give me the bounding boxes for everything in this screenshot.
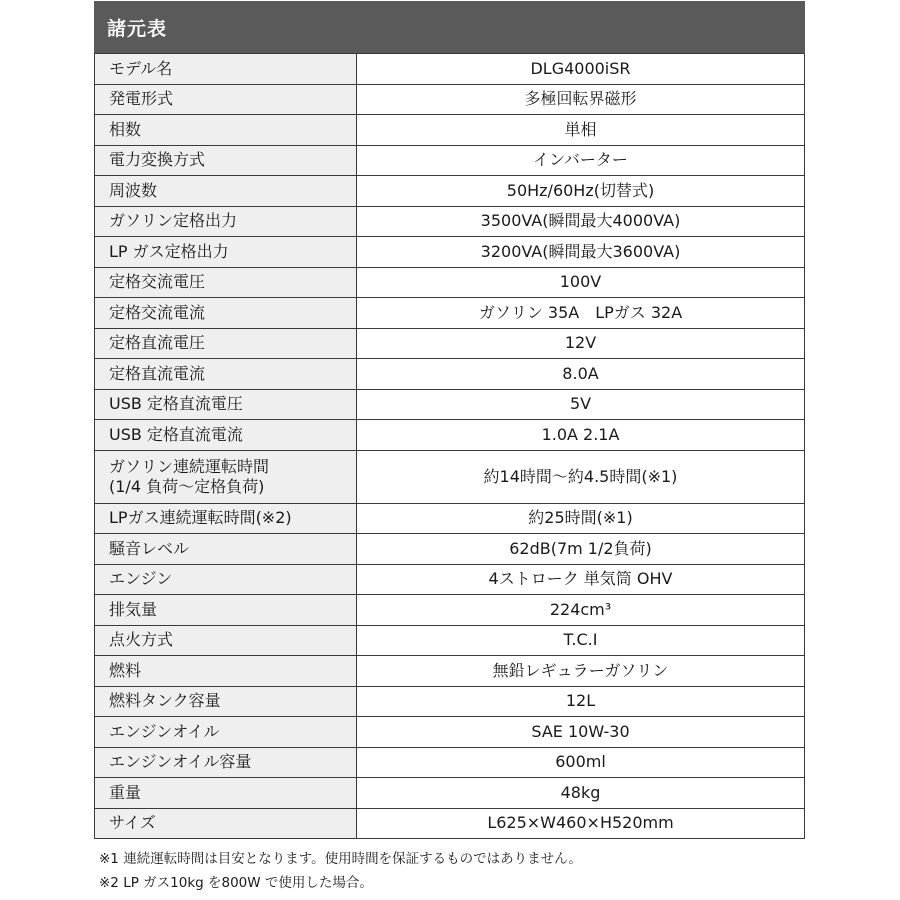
spec-row	[95, 206, 805, 237]
spec-row	[95, 686, 805, 717]
spec-label: USB 定格直流電圧	[95, 389, 357, 420]
spec-label: 定格交流電圧	[95, 267, 357, 298]
spec-value: SAE 10W-30	[357, 717, 805, 748]
spec-row	[95, 298, 805, 329]
spec-label: 定格直流電流	[95, 359, 357, 390]
spec-label: ガソリン連続運転時間 (1/4 負荷～定格負荷)	[95, 450, 357, 503]
spec-value: 3500VA(瞬間最大4000VA)	[357, 206, 805, 237]
spec-row	[95, 389, 805, 420]
spec-row	[95, 564, 805, 595]
spec-value: 50Hz/60Hz(切替式)	[357, 176, 805, 207]
spec-row	[95, 359, 805, 390]
spec-label: USB 定格直流電流	[95, 420, 357, 451]
spec-value: 100V	[357, 267, 805, 298]
spec-value: T.C.I	[357, 625, 805, 656]
footnotes	[99, 847, 819, 895]
spec-row	[95, 450, 805, 503]
spec-table	[94, 53, 805, 839]
spec-row	[95, 717, 805, 748]
spec-label: サイズ	[95, 808, 357, 839]
spec-row	[95, 747, 805, 778]
spec-row	[95, 808, 805, 839]
spec-label: 発電形式	[95, 84, 357, 115]
spec-label: 燃料タンク容量	[95, 686, 357, 717]
footnote-1: ※1 連続運転時間は目安となります。使用時間を保証するものではありません。	[99, 851, 582, 867]
spec-row	[95, 328, 805, 359]
spec-value: L625×W460×H520mm	[357, 808, 805, 839]
spec-value: 8.0A	[357, 359, 805, 390]
spec-value: ガソリン 35A LPガス 32A	[357, 298, 805, 329]
spec-row	[95, 176, 805, 207]
spec-row	[95, 503, 805, 534]
spec-label: モデル名	[95, 54, 357, 85]
spec-row	[95, 778, 805, 809]
spec-row	[95, 54, 805, 85]
footnote-2: ※2 LP ガス10kg を800W で使用した場合。	[99, 875, 373, 891]
spec-row	[95, 267, 805, 298]
spec-value: 12L	[357, 686, 805, 717]
spec-label: 相数	[95, 115, 357, 146]
spec-value: インバーター	[357, 145, 805, 176]
spec-row	[95, 595, 805, 626]
spec-row	[95, 115, 805, 146]
spec-table-body	[95, 54, 805, 839]
spec-value: DLG4000iSR	[357, 54, 805, 85]
spec-label: 排気量	[95, 595, 357, 626]
spec-row	[95, 625, 805, 656]
spec-row	[95, 237, 805, 268]
spec-value: 約25時間(※1)	[357, 503, 805, 534]
spec-label: 燃料	[95, 656, 357, 687]
spec-value: 5V	[357, 389, 805, 420]
spec-label: LPガス連続運転時間(※2)	[95, 503, 357, 534]
spec-label: エンジンオイル	[95, 717, 357, 748]
spec-label: 騒音レベル	[95, 534, 357, 565]
spec-value: 48kg	[357, 778, 805, 809]
spec-value: 3200VA(瞬間最大3600VA)	[357, 237, 805, 268]
spec-label: 点火方式	[95, 625, 357, 656]
spec-row	[95, 420, 805, 451]
spec-value: 1.0A 2.1A	[357, 420, 805, 451]
spec-label: LP ガス定格出力	[95, 237, 357, 268]
spec-label: エンジンオイル容量	[95, 747, 357, 778]
spec-value: 単相	[357, 115, 805, 146]
spec-value: 224cm³	[357, 595, 805, 626]
spec-row	[95, 534, 805, 565]
spec-value: 12V	[357, 328, 805, 359]
spec-label: エンジン	[95, 564, 357, 595]
spec-row	[95, 84, 805, 115]
spec-table-title: 諸元表	[94, 1, 805, 53]
spec-value: 多極回転界磁形	[357, 84, 805, 115]
spec-label: 電力変換方式	[95, 145, 357, 176]
spec-label: 重量	[95, 778, 357, 809]
spec-value: 600ml	[357, 747, 805, 778]
spec-value: 無鉛レギュラーガソリン	[357, 656, 805, 687]
spec-label: ガソリン定格出力	[95, 206, 357, 237]
spec-value: 約14時間～約4.5時間(※1)	[357, 450, 805, 503]
spec-value: 4ストローク 単気筒 OHV	[357, 564, 805, 595]
spec-label: 定格交流電流	[95, 298, 357, 329]
spec-row	[95, 145, 805, 176]
spec-label: 定格直流電圧	[95, 328, 357, 359]
spec-row	[95, 656, 805, 687]
spec-value: 62dB(7m 1/2負荷)	[357, 534, 805, 565]
spec-label: 周波数	[95, 176, 357, 207]
spec-sheet	[94, 1, 805, 839]
